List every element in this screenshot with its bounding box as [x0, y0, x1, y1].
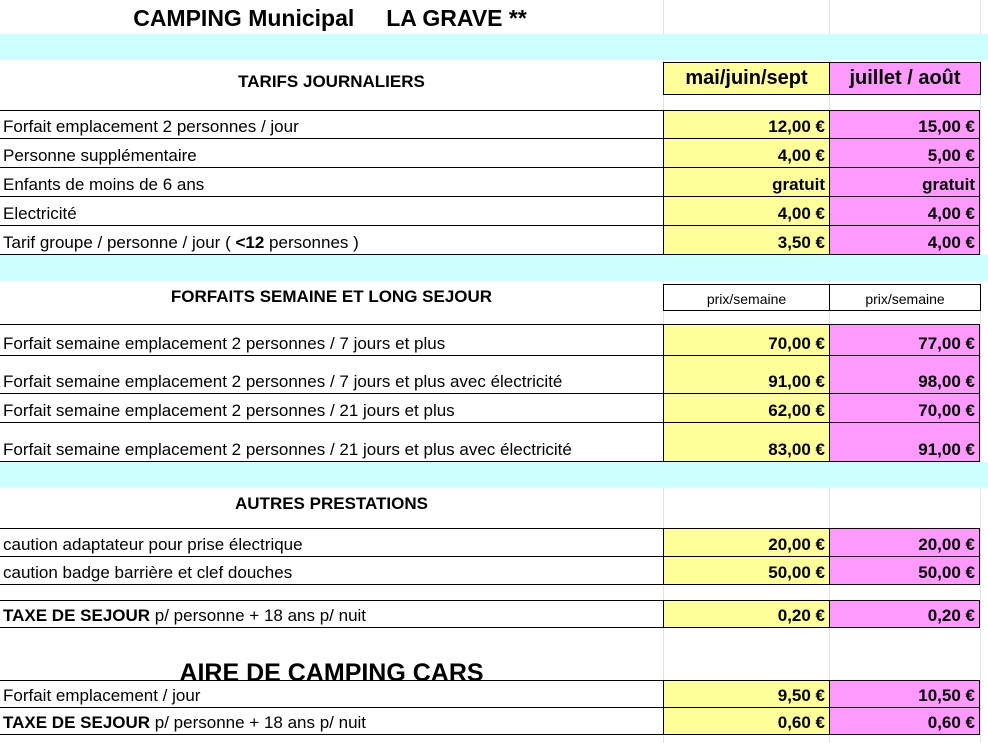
label-text: Electricité [3, 204, 77, 223]
price-low-season: 20,00 € [663, 529, 829, 556]
label-text: Forfait semaine emplacement 2 personnes / 21 jours et plus avec électricité [3, 440, 572, 459]
row-label [3, 686, 200, 706]
price-low-season: 70,00 € [663, 325, 829, 355]
price-high-season: 77,00 € [829, 325, 980, 355]
price-low-season: 4,00 € [663, 139, 829, 167]
price-low-season: 12,00 € [663, 111, 829, 138]
title-right: LA GRAVE ** [386, 5, 527, 31]
row-label [3, 713, 366, 733]
price-low-season: gratuit [663, 168, 829, 196]
label-text: caution adaptateur pour prise électrique [3, 535, 303, 554]
price-high-season: 15,00 € [829, 111, 980, 138]
page-title [0, 2, 660, 34]
price-high-season: gratuit [829, 168, 980, 196]
forfaits-row [0, 324, 980, 356]
forfaits-row [0, 394, 980, 423]
row-label [3, 401, 455, 421]
price-high-season: 70,00 € [829, 394, 980, 422]
label-text: Tarif groupe / personne / jour ( [3, 233, 236, 252]
row-label [3, 204, 77, 224]
label-text: Forfait semaine emplacement 2 personnes / 7 jours et plus avec électricité [3, 372, 563, 391]
price-low-season: 83,00 € [663, 423, 829, 461]
price-high-season: 0,60 € [829, 708, 980, 734]
price-low-season: 62,00 € [663, 394, 829, 422]
price-low-season: 50,00 € [663, 557, 829, 584]
price-low-season: 0,20 € [663, 601, 829, 627]
label-text: Enfants de moins de 6 ans [3, 175, 205, 194]
autres-row [0, 528, 980, 557]
label-end: personnes ) [264, 233, 359, 252]
col-header-week-low: prix/semaine [663, 284, 830, 311]
aire-row [0, 708, 980, 735]
row-label [3, 440, 572, 460]
cyan-band [0, 462, 988, 488]
label-text: Forfait semaine emplacement 2 personnes / 7 jours et plus [3, 334, 446, 353]
label-text: Forfait emplacement 2 personnes / jour [3, 117, 299, 136]
label-text: Personne supplémentaire [3, 146, 197, 165]
row-label [3, 117, 299, 137]
price-high-season: 4,00 € [829, 197, 980, 225]
row-label [3, 535, 303, 555]
forfaits-heading: FORFAITS SEMAINE ET LONG SEJOUR [170, 287, 493, 306]
price-high-season: 4,00 € [829, 226, 980, 254]
row-label [3, 372, 562, 392]
tarifs-heading: TARIFS JOURNALIERS [238, 72, 425, 91]
label-text: caution badge barrière et clef douches [3, 563, 293, 582]
col-header-week-high: prix/semaine [829, 284, 981, 311]
price-high-season: 10,50 € [829, 681, 980, 707]
price-low-season: 91,00 € [663, 356, 829, 393]
price-high-season: 50,00 € [829, 557, 980, 584]
label-bold: <12 [235, 233, 265, 252]
cyan-band [0, 255, 988, 281]
price-high-season: 0,20 € [829, 601, 980, 627]
tarifs-row [0, 226, 980, 255]
col-header-low-season: mai/juin/sept [663, 62, 830, 95]
row-label [3, 563, 292, 583]
price-high-season: 98,00 € [829, 356, 980, 393]
forfaits-row [0, 423, 980, 462]
row-label [3, 606, 366, 626]
label-end: p/ personne + 18 ans p/ nuit [150, 606, 367, 625]
autres-heading: AUTRES PRESTATIONS [235, 494, 428, 513]
row-label [3, 334, 445, 354]
taxe-row [0, 600, 980, 628]
tarifs-row [0, 197, 980, 226]
label-text: Forfait emplacement / jour [3, 686, 201, 705]
tarifs-row [0, 168, 980, 197]
autres-row [0, 557, 980, 585]
tarifs-row [0, 139, 980, 168]
price-high-season: 91,00 € [829, 423, 980, 461]
label-bold: TAXE DE SEJOUR [3, 606, 151, 625]
title-left: CAMPING Municipal [133, 5, 355, 31]
tarifs-row [0, 110, 980, 139]
aire-heading: AIRE DE CAMPING CARS [179, 659, 484, 680]
price-low-season: 3,50 € [663, 226, 829, 254]
cyan-band [0, 34, 988, 60]
price-high-season: 5,00 € [829, 139, 980, 167]
forfaits-row [0, 356, 980, 394]
label-bold: TAXE DE SEJOUR [3, 713, 151, 732]
row-label [3, 233, 359, 253]
aire-row [0, 680, 980, 708]
price-high-season: 20,00 € [829, 529, 980, 556]
price-low-season: 9,50 € [663, 681, 829, 707]
row-label [3, 175, 204, 195]
label-end: p/ personne + 18 ans p/ nuit [150, 713, 367, 732]
col-header-high-season: juillet / août [829, 62, 981, 95]
price-low-season: 4,00 € [663, 197, 829, 225]
price-low-season: 0,60 € [663, 708, 829, 734]
label-text: Forfait semaine emplacement 2 personnes / 21 jours et plus [3, 401, 455, 420]
row-label [3, 146, 197, 166]
